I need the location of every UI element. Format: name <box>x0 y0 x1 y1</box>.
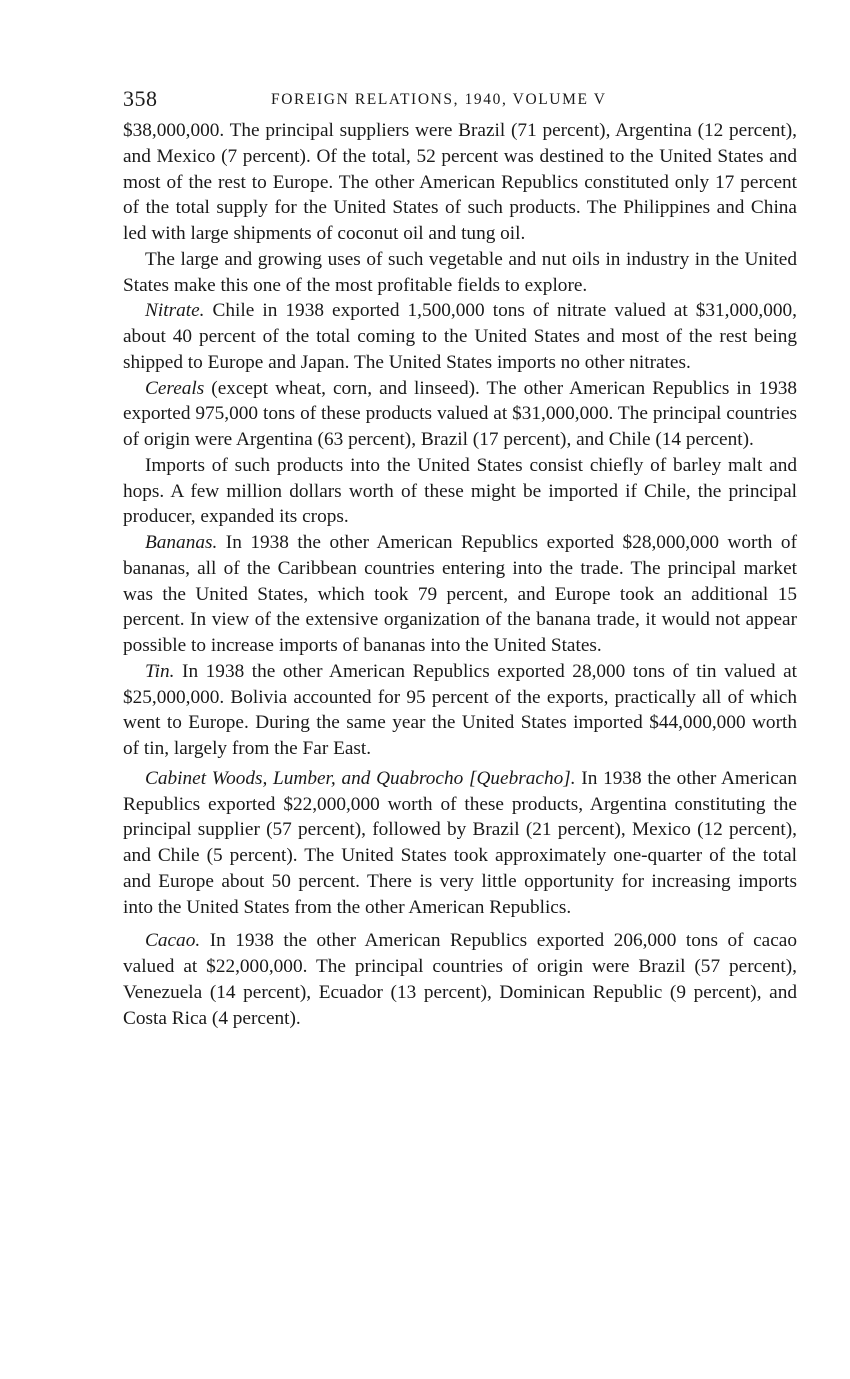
paragraph-text: In 1938 the other American Republics exported 28,000 tons of tin valued at $25,000,000. Bolivia accounted for 95 percent of the exports, practically all of which went to Europe. During the same year the United States imported $44,000,000 worth of tin, largely from the Far East. <box>123 660 797 759</box>
paragraph-tin <box>123 659 797 762</box>
paragraph-cacao <box>123 928 797 1031</box>
paragraph-oils-continued <box>123 118 797 247</box>
running-header-title: FOREIGN RELATIONS, 1940, VOLUME V <box>271 91 607 108</box>
paragraph-lead-cereals: Cereals <box>145 377 205 399</box>
paragraph-text: The large and growing uses of such vegetable and nut oils in industry in the United States make this one of the most profitable fields to explore. <box>123 248 797 296</box>
paragraph-text: In 1938 the other American Republics exported 206,000 tons of cacao valued at $22,000,000. The principal countries of origin were Brazil (57 percent), Venezuela (14 percent), Ecuador (13 percent), Dominican Republic (9 percent), and Costa Rica (4 percent). <box>123 930 797 1029</box>
paragraph-lead-tin: Tin. <box>145 660 175 682</box>
paragraph-lead-cacao: Cacao. <box>145 930 201 952</box>
paragraph-nitrate <box>123 298 797 375</box>
document-page <box>123 86 797 1031</box>
paragraph-lead-cabinet-woods: Cabinet Woods, Lumber, and Quabrocho [Quebracho]. <box>145 767 576 789</box>
paragraph-bananas <box>123 530 797 659</box>
paragraph-cereals <box>123 376 797 453</box>
paragraph-cereals-imports <box>123 453 797 530</box>
paragraph-lead-nitrate: Nitrate. <box>145 300 205 322</box>
paragraph-text: Chile in 1938 exported 1,500,000 tons of nitrate valued at $31,000,000, about 40 percent of the total coming to the United States and most of the rest being shipped to Europe and Japan. The United States imports no other nitrates. <box>123 300 797 373</box>
paragraph-text: In 1938 the other American Republics exported $22,000,000 worth of these products, Argentina constituting the principal supplier (57 percent), followed by Brazil (21 percent), Mexico (12 percent), and Chile (5 percent). The United States took approximately one-quarter of the total and Europe about 50 percent. There is very little opportunity for increasing imports into the United States from the other American Republics. <box>123 767 797 918</box>
body-text <box>123 118 797 1031</box>
paragraph-text: (except wheat, corn, and linseed). The other American Republics in 1938 exported 975,000 tons of these products valued at $31,000,000. The principal countries of origin were Argentina (63 percent), Brazil (17 percent), and Chile (14 percent). <box>123 377 797 450</box>
paragraph-cabinet-woods <box>123 766 797 921</box>
paragraph-text: In 1938 the other American Republics exported $28,000,000 worth of bananas, all of the Caribbean countries entering into the trade. The principal market was the United States, which took 79 percent, and Europe took an additional 15 percent. In view of the extensive organization of the banana trade, it would not appear possible to increase imports of bananas into the United States. <box>123 532 797 656</box>
running-header <box>123 86 797 118</box>
paragraph-text: Imports of such products into the United States consist chiefly of barley malt and hops. A few million dollars worth of these might be imported if Chile, the principal producer, expanded its crops. <box>123 454 797 528</box>
paragraph-lead-bananas: Bananas. <box>145 532 218 553</box>
paragraph-text: $38,000,000. The principal suppliers were Brazil (71 percent), Argentina (12 percent), and Mexico (7 percent). Of the total, 52 percent was destined to the United States and most of the rest to Europe. The other American Republics constituted only 17 percent of the total supply for the United States of such products. The Philippines and China led with large shipments of coconut oil and tung oil. <box>123 120 797 244</box>
page-number: 358 <box>123 86 158 111</box>
paragraph-oils-uses <box>123 247 797 299</box>
